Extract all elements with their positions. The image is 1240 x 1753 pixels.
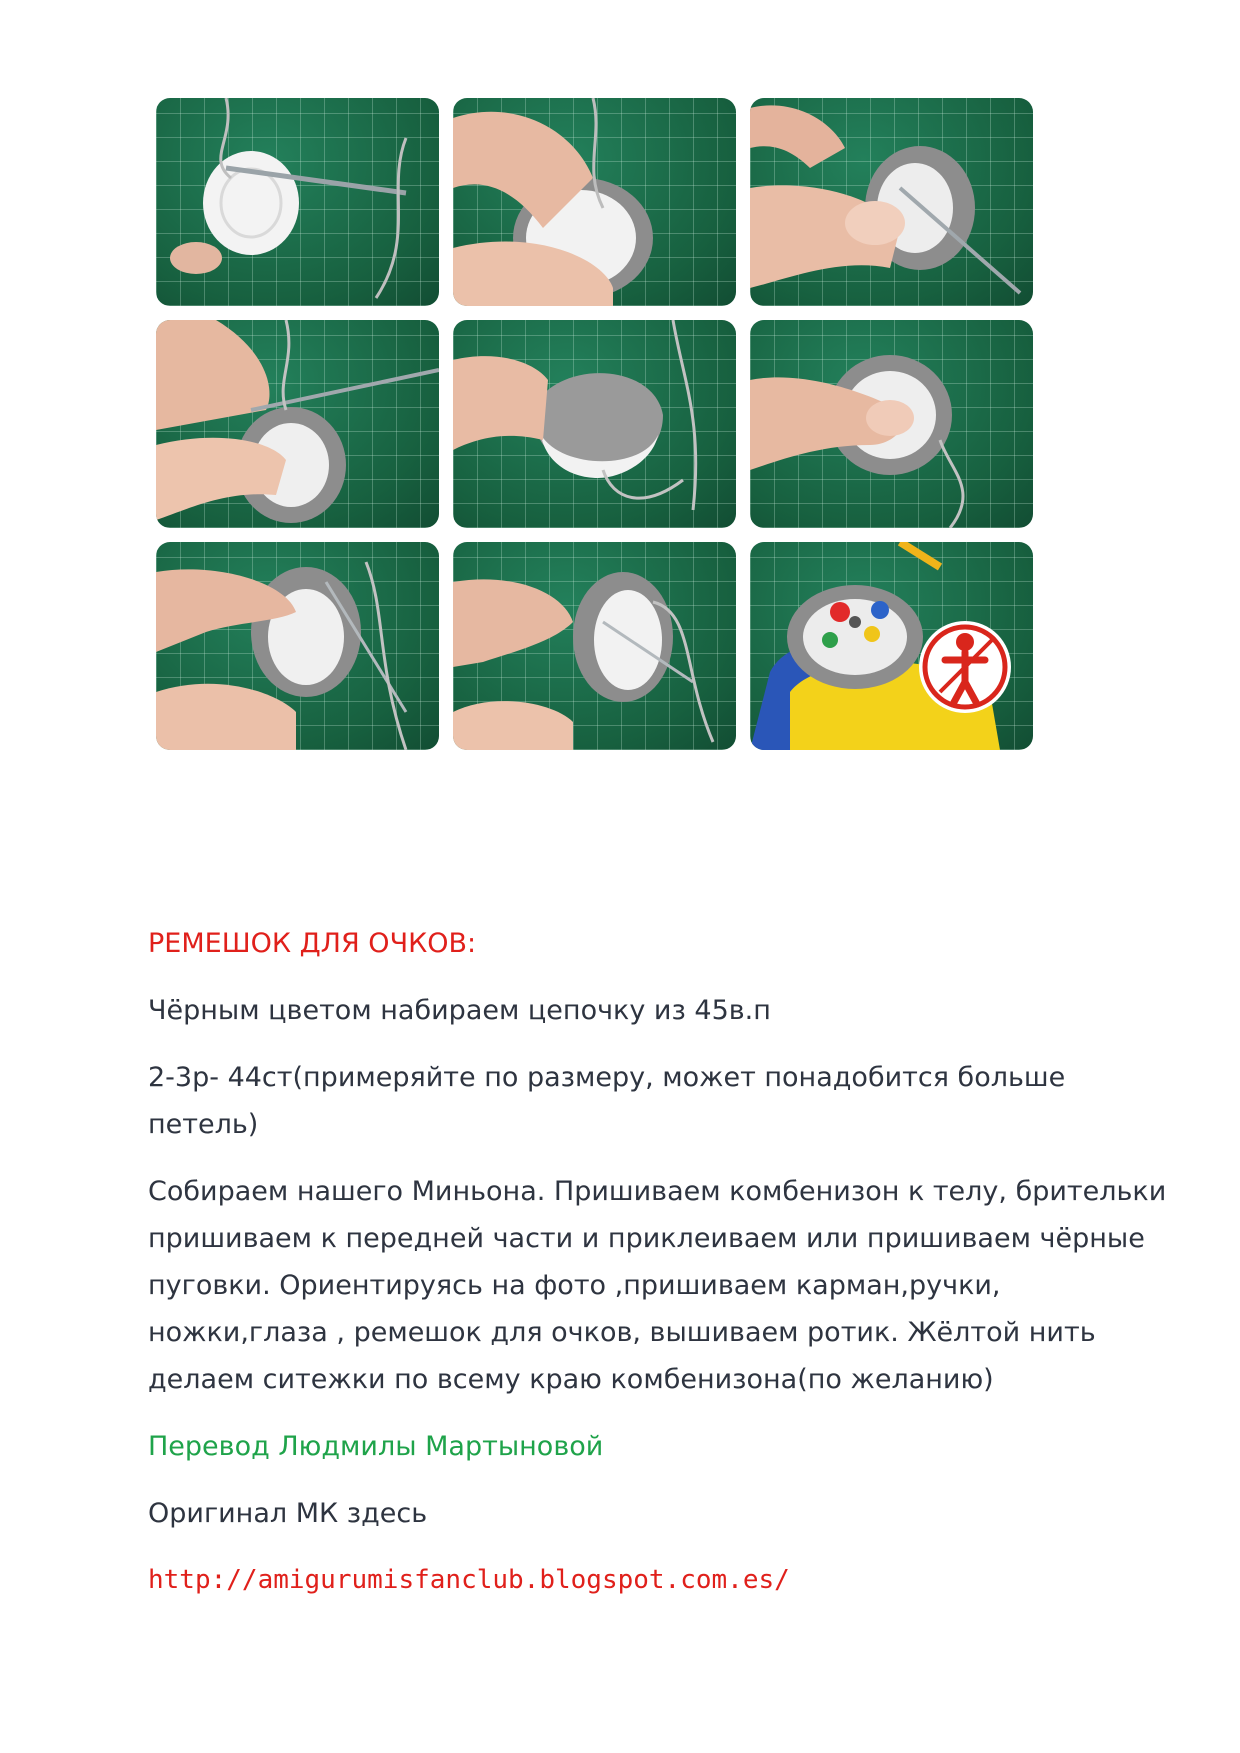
photo-collage (156, 98, 1033, 750)
photo-grey-edge-hook (750, 98, 1033, 306)
instruction-line-1: Чёрным цветом набираем цепочку из 45в.п (148, 995, 771, 1026)
photo-grey-dome (453, 320, 736, 528)
photo-disc-stitching (156, 320, 439, 528)
photo-needle-side (453, 542, 736, 750)
original-label: Оригинал МК здесь (148, 1498, 428, 1529)
translator-credit: Перевод Людмилы Мартыновой (148, 1431, 604, 1462)
article-text (148, 920, 1168, 1624)
photo-white-disc-hook (156, 98, 439, 306)
photo-pressed-disc (750, 320, 1033, 528)
photo-grey-edge-round (453, 98, 736, 306)
source-link[interactable]: http://amigurumisfanclub.blogspot.com.es/ (148, 1565, 790, 1595)
photo-needle-sewing (156, 542, 439, 750)
instruction-line-2: 2-3р- 44ст(примеряйте по размеру, может понадобится больше петель) (148, 1062, 1066, 1140)
section-title: РЕМЕШОК ДЛЯ ОЧКОВ: (148, 928, 477, 959)
assembly-paragraph: Собираем нашего Миньона. Пришиваем комбенизон к телу, брительки пришиваем к передней части и приклеиваем или пришиваем чёрные пуговки. Ориентируясь на фото ,пришиваем карман,ручки, ножки,глаза , ремешок для очков, вышиваем ротик. Жёлтой нить делаем ситежки по всему краю комбенизона(по желанию) (148, 1176, 1167, 1395)
photo-minion-goggle-logo (750, 542, 1033, 750)
